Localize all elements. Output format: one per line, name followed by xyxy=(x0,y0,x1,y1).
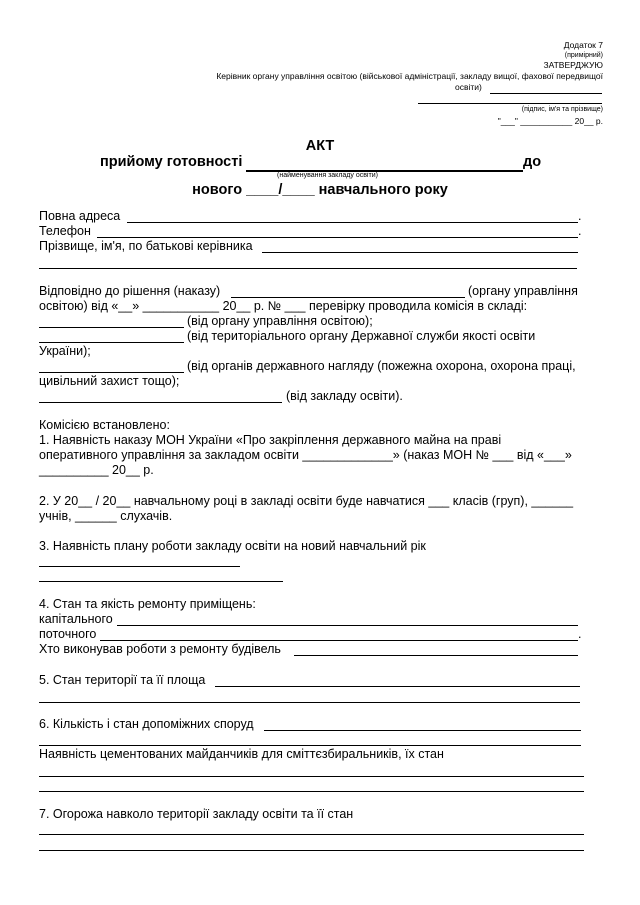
repair-contractor-line[interactable] xyxy=(294,655,578,656)
current-repair-line[interactable] xyxy=(100,640,578,641)
address-end: . xyxy=(578,209,582,223)
approver-title: Керівник органу управління освітою (військової адміністрації, закладу вищої, фахової передвищої xyxy=(216,71,603,81)
member-quality-label: (від територіального органу Державної служби якості освіти xyxy=(187,329,536,343)
member-edu-label: (від органу управління освітою); xyxy=(187,314,373,328)
finding-2-line2: учнів, ______ слухачів. xyxy=(39,509,173,523)
finding-1-line1: 1. Наявність наказу МОН України «Про закріплення державного майна на праві xyxy=(39,433,502,447)
finding-5: 5. Стан території та її площа xyxy=(39,673,206,687)
phone-end: . xyxy=(578,224,582,238)
finding-1-line2: оперативного управління за закладом освіти _____________» (наказ МОН № ___ від «___» xyxy=(39,448,572,462)
appendix-type: (примірний) xyxy=(564,52,603,59)
decision-date-line: освітою) від «__» ___________ 20__ р. № ___ перевірку проводила комісія в складі: xyxy=(39,299,528,313)
member-institution-label: (від закладу освіти). xyxy=(286,389,403,403)
finding-6-input-line[interactable] xyxy=(264,730,581,731)
finding-6-input-line-2[interactable] xyxy=(39,745,581,746)
current-repair-label: поточного xyxy=(39,627,97,641)
decision-org-label: (органу управління xyxy=(468,284,578,298)
finding-7-input-line-2[interactable] xyxy=(39,850,584,851)
capital-repair-line[interactable] xyxy=(117,625,578,626)
finding-6: 6. Кількість і стан допоміжних споруд xyxy=(39,717,254,731)
current-repair-end: . xyxy=(578,627,582,641)
member-edu-line[interactable] xyxy=(39,327,184,328)
decision-label: Відповідно до рішення (наказу) xyxy=(39,284,221,298)
waste-sites-line-2[interactable] xyxy=(39,791,584,792)
findings-intro: Комісією встановлено: xyxy=(39,418,170,432)
title-line1-prefix: прийому готовності xyxy=(100,154,243,170)
address-input-line[interactable] xyxy=(127,222,578,223)
member-institution-line[interactable] xyxy=(39,402,282,403)
address-label: Повна адреса xyxy=(39,209,121,223)
finding-1-line3: __________ 20__ р. xyxy=(39,463,154,477)
title-line1-suffix: до xyxy=(523,154,542,170)
approve-label: ЗАТВЕРДЖУЮ xyxy=(543,60,603,70)
finding-4: 4. Стан та якість ремонту приміщень: xyxy=(39,597,256,611)
capital-repair-label: капітального xyxy=(39,612,113,626)
member-quality-label-cont: України); xyxy=(39,344,91,358)
head-name-label: Прізвище, ім'я, по батькові керівника xyxy=(39,239,253,253)
finding-3-input-line[interactable] xyxy=(39,566,240,567)
approver-line xyxy=(490,93,602,94)
finding-3: 3. Наявність плану роботи закладу освіти на новий навчальний рік xyxy=(39,539,426,553)
signature-line xyxy=(418,103,602,104)
member-supervision-label: (від органів державного нагляду (пожежна охорона, охорона праці, xyxy=(187,359,576,373)
repair-contractor-label: Хто виконував роботи з ремонту будівель xyxy=(39,642,281,656)
member-quality-line[interactable] xyxy=(39,342,184,343)
phone-input-line[interactable] xyxy=(97,237,578,238)
finding-5-input-line-2[interactable] xyxy=(39,702,580,703)
phone-label: Телефон xyxy=(39,224,91,238)
finding-5-input-line[interactable] xyxy=(215,686,580,687)
finding-2-line1: 2. У 20__ / 20__ навчальному році в закладі освіти буде навчатися ___ класів (груп), ______ xyxy=(39,494,574,508)
institution-name-caption: (найменування закладу освіти) xyxy=(277,172,378,179)
finding-7-input-line[interactable] xyxy=(39,834,584,835)
document-title: АКТ xyxy=(305,138,335,154)
finding-3-input-line-2[interactable] xyxy=(39,581,283,582)
approver-title-cont: освіти) xyxy=(455,82,482,92)
title-line2: нового ____/____ навчального року xyxy=(192,182,448,198)
approval-date: "___" ___________ 20__ р. xyxy=(497,116,603,126)
decision-input-line[interactable] xyxy=(231,297,465,298)
waste-sites-label: Наявність цементованих майданчиків для сміттєзбиральників, їх стан xyxy=(39,747,444,761)
finding-7: 7. Огорожа навколо території закладу освіти та її стан xyxy=(39,807,354,821)
appendix-number: Додаток 7 xyxy=(563,40,603,50)
signature-caption: (підпис, ім'я та прізвище) xyxy=(521,106,603,113)
member-supervision-label-cont: цивільний захист тощо); xyxy=(39,374,180,388)
head-name-input-line[interactable] xyxy=(262,252,578,253)
member-supervision-line[interactable] xyxy=(39,372,184,373)
head-name-input-line-2[interactable] xyxy=(39,268,577,269)
waste-sites-line[interactable] xyxy=(39,776,584,777)
